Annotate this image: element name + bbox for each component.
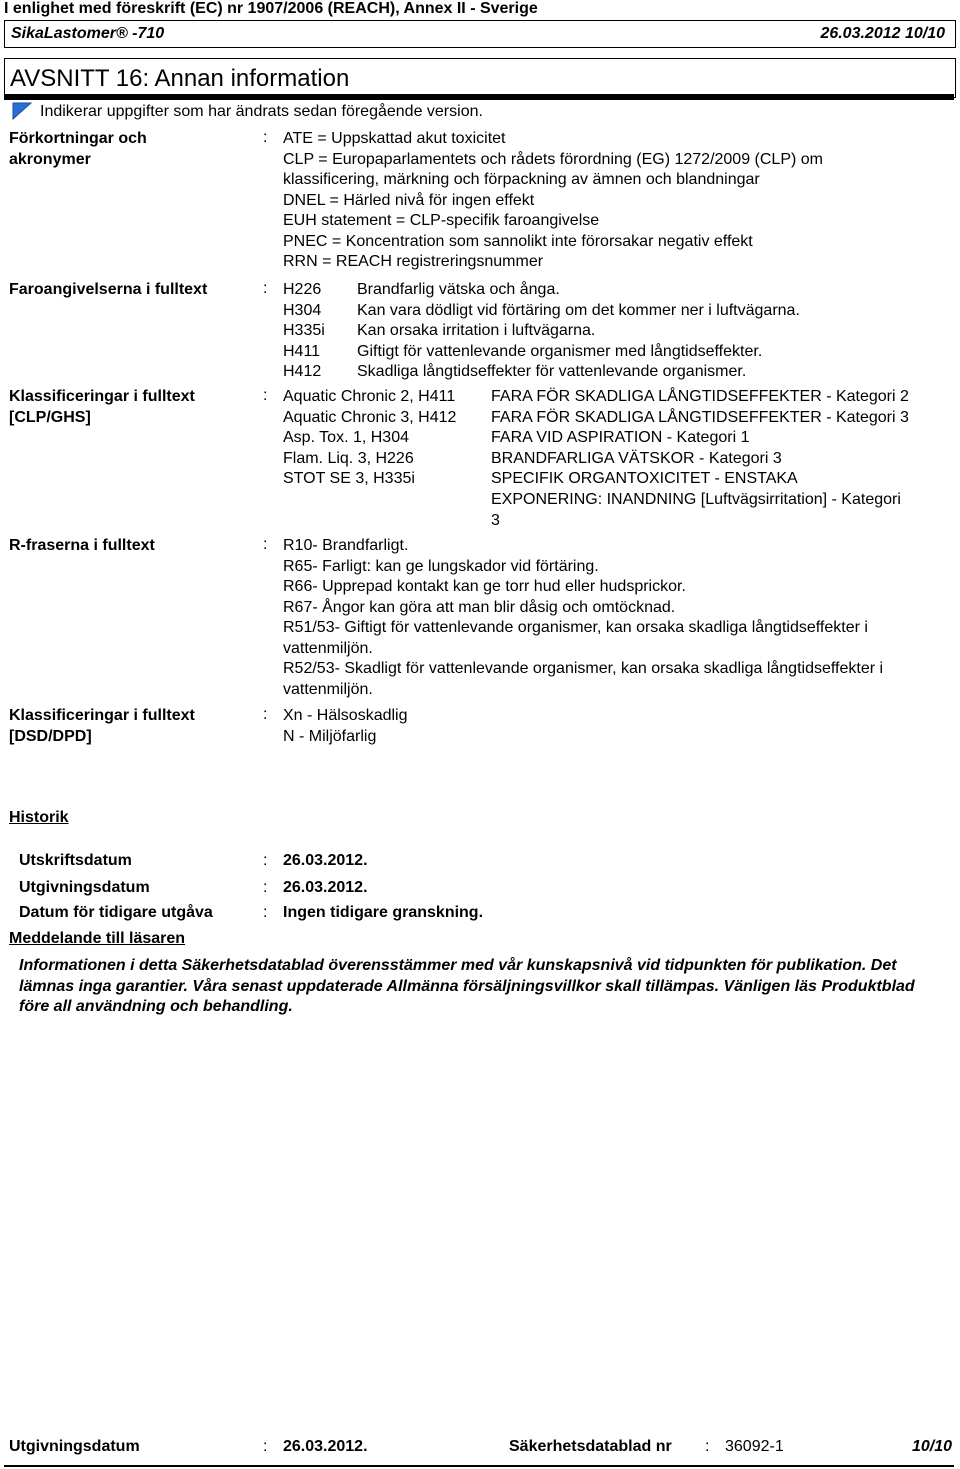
dsd-label-line2: [DSD/DPD] — [9, 727, 92, 745]
change-note: Indikerar uppgifter som har ändrats sedan föregående version. — [40, 103, 483, 120]
clp-classification-label — [9, 387, 195, 428]
clp-text-list — [491, 387, 909, 531]
r-phrase-line: R67- Ångor kan göra att man blir dåsig och omtöcknad. — [283, 598, 676, 616]
r-phrase-line: R66- Upprepad kontakt kan ge torr hud eller hudsprickor. — [283, 578, 686, 595]
history-label: Utgivningsdatum — [19, 879, 150, 896]
footer-sds-label: Säkerhetsdatablad nr — [509, 1438, 672, 1455]
change-marker-icon — [12, 102, 32, 120]
history-value: Ingen tidigare granskning. — [283, 904, 484, 921]
dsd-classification-label — [9, 706, 195, 747]
dsd-line: Xn - Hälsoskadlig — [283, 707, 408, 724]
hazard-text-list — [357, 280, 800, 383]
r-phrase-line: R10- Brandfarligt. — [283, 537, 409, 554]
r-phrase-line: R65- Farligt: kan ge lungskador vid förtäring. — [283, 557, 599, 575]
r-phrases-list — [283, 536, 883, 700]
history-label: Datum för tidigare utgåva — [19, 904, 213, 921]
abbreviation-line: klassificering, märkning och förpackning av ämnen och blandningar — [283, 171, 760, 188]
footer-sds-value: 36092-1 — [725, 1438, 784, 1455]
clp-text: BRANDFARLIGA VÄTSKOR - Kategori 3 — [491, 449, 782, 467]
hazard-text: Kan orsaka irritation i luftvägarna. — [357, 322, 596, 340]
section-divider — [4, 94, 954, 100]
footer-rule — [4, 1465, 954, 1467]
colon: : — [263, 1438, 268, 1455]
hazard-code: H411 — [283, 342, 321, 360]
notice-text: Informationen i detta Säkerhetsdatablad överensstämmer med vår kunskapsnivå vid tidpunkten för publikation. Det lämnas inga garantier. Våra senast uppdaterade Allmänna försäljningsvillkor skall tillämpas. Vänligen läs Produktblad före all användning och behandling. — [19, 957, 915, 1015]
colon: : — [263, 280, 268, 297]
r-phrase-line: vattenmiljön. — [283, 680, 373, 698]
clp-text: FARA FÖR SKADLIGA LÅNGTIDSEFFEKTER - Kategori 3 — [491, 408, 909, 426]
clp-label-line1: Klassificeringar i fulltext — [9, 388, 195, 405]
footer-issue-value: 26.03.2012. — [283, 1438, 368, 1455]
product-name: SikaLastomer® -710 — [11, 25, 165, 42]
abbreviation-line: RRN = REACH registreringsnummer — [283, 253, 544, 270]
abbreviations-label-line1: Förkortningar och — [9, 130, 147, 147]
abbreviation-line: ATE = Uppskattad akut toxicitet — [283, 130, 506, 147]
history-value: 26.03.2012. — [283, 879, 368, 896]
footer-issue-label: Utgivningsdatum — [9, 1438, 140, 1455]
abbreviation-line: PNEC = Koncentration som sannolikt inte förorsakar negativ effekt — [283, 232, 753, 250]
hazard-statements-list — [283, 280, 325, 383]
notice-heading: Meddelande till läsaren — [9, 930, 186, 947]
section-title-box — [4, 58, 956, 98]
hazard-text: Skadliga långtidseffekter för vattenlevande organismer. — [357, 363, 747, 381]
abbreviations-list — [283, 129, 823, 273]
colon: : — [263, 536, 268, 553]
clp-code: Aquatic Chronic 3, H412 — [283, 408, 457, 426]
colon: : — [263, 852, 268, 869]
clp-code-list — [283, 387, 456, 490]
hazard-text: Kan vara dödligt vid förtäring om det kommer ner i luftvägarna. — [357, 301, 800, 319]
clp-text: FARA VID ASPIRATION - Kategori 1 — [491, 429, 750, 447]
r-phrase-line: R51/53- Giftigt för vattenlevande organismer, kan orsaka skadliga långtidseffekter i — [283, 619, 868, 636]
footer-page: 10/10 — [911, 1438, 952, 1455]
regulation-header: I enlighet med föreskrift (EC) nr 1907/2006 (REACH), Annex II - Sverige — [4, 0, 538, 17]
dsd-label-line1: Klassificeringar i fulltext — [9, 707, 195, 724]
colon: : — [263, 387, 268, 404]
clp-text: SPECIFIK ORGANTOXICITET - ENSTAKA — [491, 470, 798, 488]
hazard-code: H226 — [283, 281, 322, 298]
colon: : — [263, 706, 268, 723]
dsd-line: N - Miljöfarlig — [283, 727, 377, 745]
product-bar — [4, 20, 956, 48]
clp-text-continuation: 3 — [491, 511, 500, 529]
clp-text-continuation: EXPONERING: INANDNING [Luftvägsirritation] - Kategori — [491, 490, 901, 508]
abbreviations-label — [9, 129, 147, 170]
date-page: 26.03.2012 10/10 — [820, 25, 945, 42]
history-value: 26.03.2012. — [283, 852, 368, 869]
colon: : — [705, 1438, 710, 1455]
hazard-text: Brandfarlig vätska och ånga. — [357, 281, 560, 298]
abbreviation-line: DNEL = Härled nivå för ingen effekt — [283, 191, 535, 209]
r-phrase-line: vattenmiljön. — [283, 639, 373, 657]
hazard-code: H304 — [283, 301, 322, 319]
hazard-code: H335i — [283, 322, 325, 340]
colon: : — [263, 879, 268, 896]
r-phrase-line: R52/53- Skadligt för vattenlevande organismer, kan orsaka skadliga långtidseffekter i — [283, 660, 884, 677]
hazard-text: Giftigt för vattenlevande organismer med långtidseffekter. — [357, 342, 763, 360]
hazard-code: H412 — [283, 363, 322, 381]
history-label: Utskriftsdatum — [19, 852, 132, 869]
clp-code: STOT SE 3, H335i — [283, 470, 415, 488]
hazard-statements-label: Faroangivelserna i fulltext — [9, 281, 208, 298]
r-phrases-label: R-fraserna i fulltext — [9, 537, 155, 554]
clp-code: Aquatic Chronic 2, H411 — [283, 388, 456, 405]
clp-label-line2: [CLP/GHS] — [9, 408, 91, 426]
section-title: AVSNITT 16: Annan information — [10, 65, 350, 92]
history-heading: Historik — [9, 809, 69, 826]
dsd-list — [283, 706, 408, 747]
abbreviations-label-line2: akronymer — [9, 150, 91, 168]
colon: : — [263, 129, 268, 146]
clp-text: FARA FÖR SKADLIGA LÅNGTIDSEFFEKTER - Kategori 2 — [491, 388, 909, 405]
abbreviation-line: EUH statement = CLP-specifik faroangivelse — [283, 212, 600, 229]
clp-code: Asp. Tox. 1, H304 — [283, 429, 409, 447]
colon: : — [263, 904, 268, 921]
abbreviation-line: CLP = Europaparlamentets och rådets förordning (EG) 1272/2009 (CLP) om — [283, 150, 823, 168]
clp-code: Flam. Liq. 3, H226 — [283, 449, 414, 467]
